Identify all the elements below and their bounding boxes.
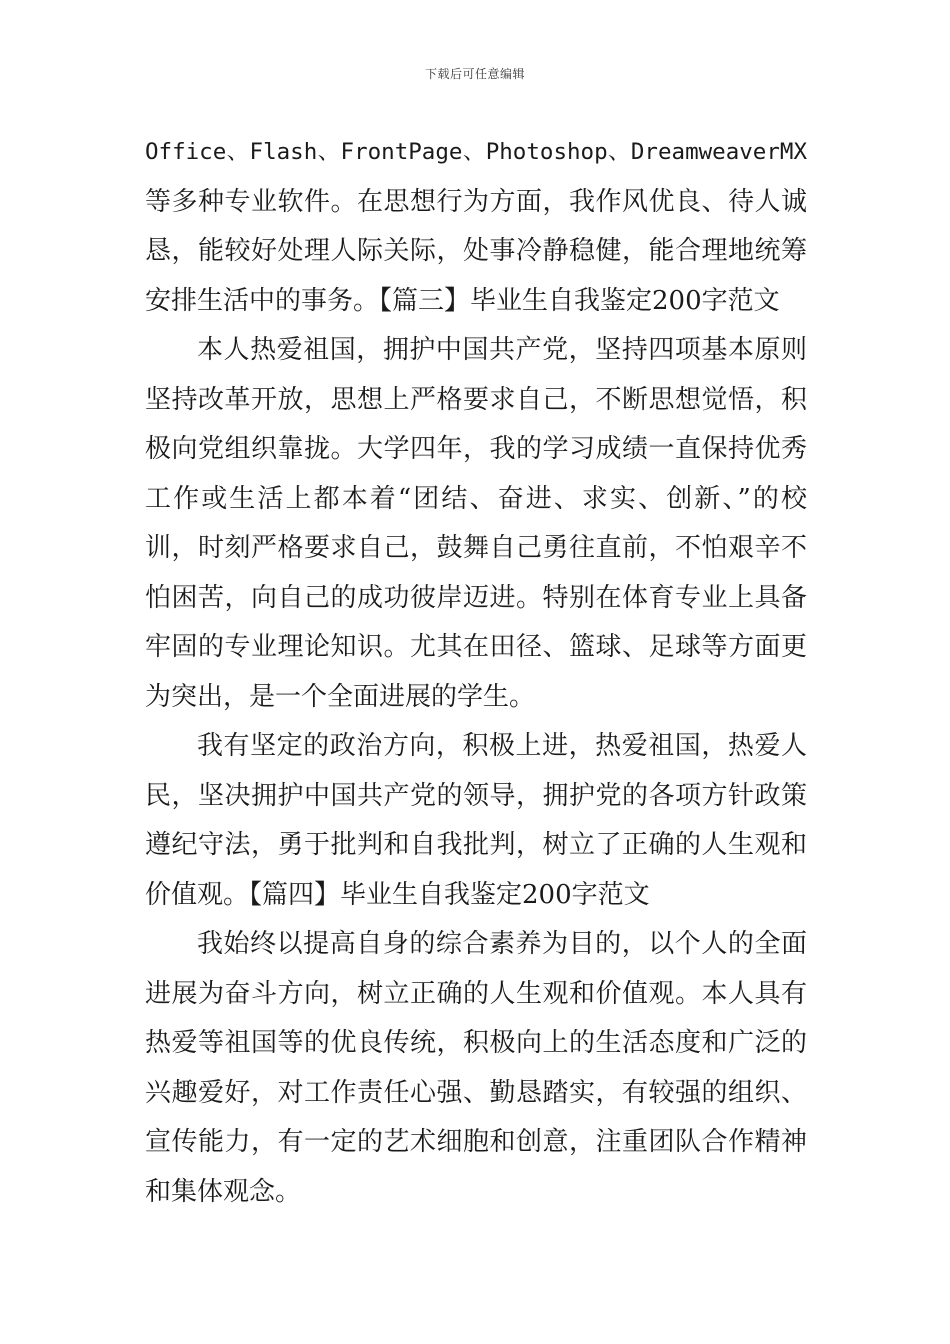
text-line: 恳，能较好处理人际关际，处事冷静稳健，能合理地统筹 [145, 236, 807, 266]
text-line: 等多种专业软件。在思想行为方面，我作风优良、待人诚 [145, 186, 807, 217]
text-line: 工作或生活上都本着“团结、奋进、求实、创新、”的校 [145, 483, 807, 514]
paragraph-first-line: 我有坚定的政治方向，积极上进，热爱祖国，热爱人 [197, 731, 807, 761]
paragraph-first-line: 我始终以提高自身的综合素养为目的，以个人的全面 [197, 929, 807, 959]
text-line: 热爱等祖国等的优良传统，积极向上的生活态度和广泛的 [145, 1028, 807, 1058]
text-line: 牢固的专业理论知识。尤其在田径、篮球、足球等方面更 [145, 632, 807, 662]
text-line: 为突出，是一个全面进展的学生。 [145, 681, 536, 712]
text-line: 价值观。【篇四】毕业生自我鉴定200字范文 [145, 879, 650, 910]
paragraph-first-line: 本人热爱祖国，拥护中国共产党，坚持四项基本原则 [197, 335, 807, 365]
text-line: 安排生活中的事务。【篇三】毕业生自我鉴定200字范文 [145, 285, 780, 316]
text-line: 训，时刻严格要求自己，鼓舞自己勇往直前，不怕艰辛不 [145, 533, 807, 563]
text-line: Office、Flash、FrontPage、Photoshop、DreamweaverMX [145, 139, 807, 165]
document-body [145, 128, 807, 1217]
text-line: 遵纪守法，勇于批判和自我批判，树立了正确的人生观和 [145, 830, 807, 860]
text-line: 怕困苦，向自己的成功彼岸迈进。特别在体育专业上具备 [145, 582, 807, 613]
text-line: 宣传能力，有一定的艺术细胞和创意，注重团队合作精神 [145, 1127, 807, 1157]
text-line: 兴趣爱好，对工作责任心强、勤恳踏实，有较强的组织、 [145, 1077, 807, 1108]
header-note: 下载后可任意编辑 [424, 67, 525, 81]
text-line: 民，坚决拥护中国共产党的领导，拥护党的各项方针政策 [145, 780, 807, 811]
text-line: 和集体观念。 [145, 1176, 302, 1207]
text-line: 坚持改革开放，思想上严格要求自己，不断思想觉悟，积 [145, 384, 807, 415]
text-line: 进展为奋斗方向，树立正确的人生观和价值观。本人具有 [145, 978, 807, 1009]
text-line: 极向党组织靠拢。大学四年，我的学习成绩一直保持优秀 [145, 434, 807, 464]
